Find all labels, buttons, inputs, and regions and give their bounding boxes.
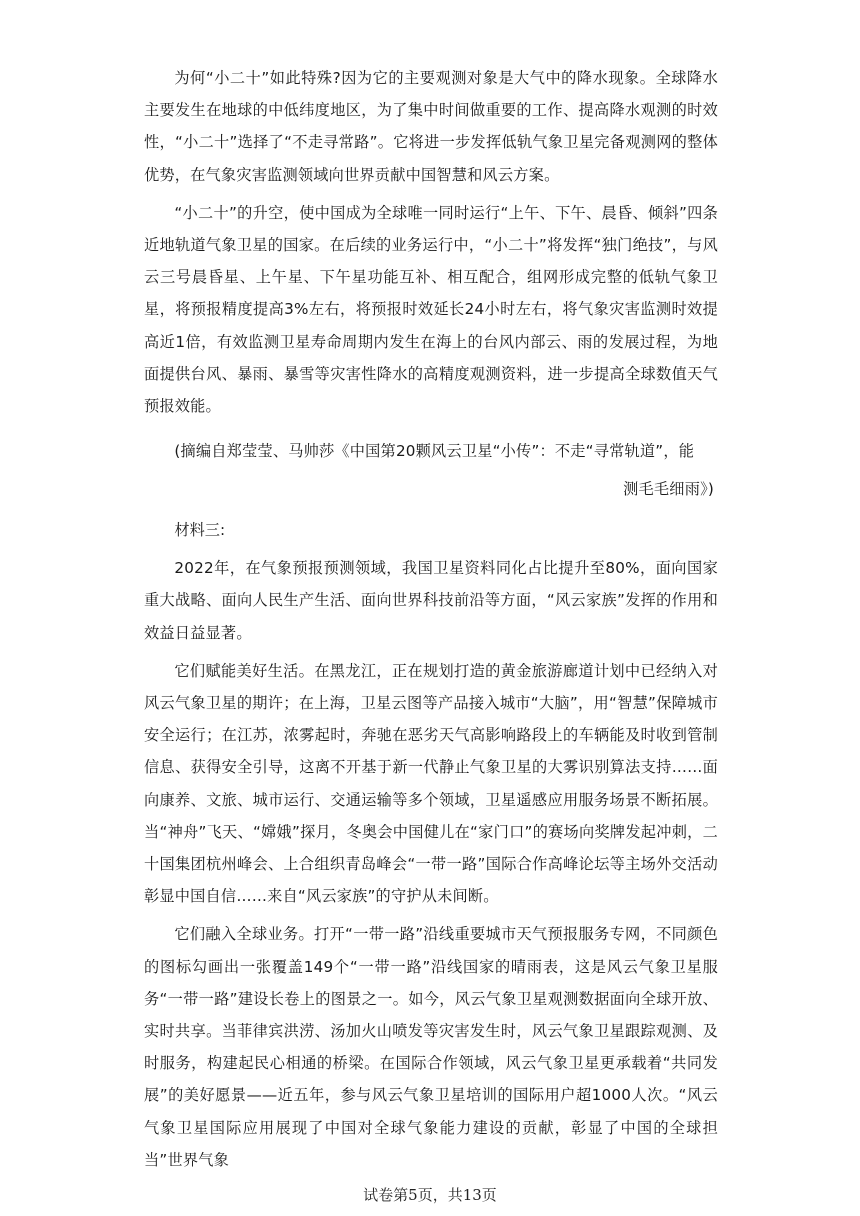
page-number-footer: 试卷第5页，共13页 (363, 1186, 497, 1204)
paragraph-5: 它们融入全球业务。打开“一带一路”沿线重要城市天气预报服务专网，不同颜色的图标勾画出一张覆盖149个“一带一路”沿线国家的晴雨表，这是风云气象卫星服务“一带一路”建设长卷上的图景之一。如今，风云气象卫星观测数据面向全球开放、实时共享。当菲律宾洪涝、汤加火山喷发等灾害发生时，风云气象卫星跟踪观测、及时服务，构建起民心相通的桥梁。在国际合作领域，风云气象卫星更承载着“共同发展”的美好愿景——近五年，参与风云气象卫星培训的国际用户超1000人次。“风云气象卫星国际应用展现了中国对全球气象能力建设的贡献，彰显了中国的全球担当”世界气象 (144, 925, 718, 1169)
article-body (144, 62, 718, 1176)
paragraph-4: 它们赋能美好生活。在黑龙江，正在规划打造的黄金旅游廊道计划中已经纳入对风云气象卫星的期许；在上海，卫星云图等产品接入城市“大脑”，用“智慧”保障城市安全运行；在江苏，浓雾起时，奔驰在恶劣天气高影响路段上的车辆能及时收到管制信息、获得安全引导，这离不开基于新一代静止气象卫星的大雾识别算法支持……面向康养、文旅、城市运行、交通运输等多个领域，卫星遥感应用服务场景不断拓展。当“神舟”飞天、“嫦娥”探月，冬奥会中国健儿在“家门口”的赛场向奖牌发起冲刺，二十国集团杭州峰会、上合组织青岛峰会“一带一路”国际合作高峰论坛等主场外交活动彰显中国自信……来自“风云家族”的守护从未间断。 (144, 661, 718, 906)
material-3-heading: 材料三: (174, 521, 226, 540)
source-caption-line-2: 测毛毛细雨》) (623, 480, 714, 499)
paragraph-1: 为何“小二十”如此特殊?因为它的主要观测对象是大气中的降水现象。全球降水主要发生在地球的中低纬度地区，为了集中时间做重要的工作、提高降水观测的时效性，“小二十”选择了“不走寻常路”。它将进一步发挥低轨气象卫星完备观测网的整体优势，在气象灾害监测领域向世界贡献中国智慧和风云方案。 (144, 69, 718, 184)
source-caption-line-1: (摘编自郑莹莹、马帅莎《中国第20颗风云卫星“小传”：不走“寻常轨道”，能 (174, 442, 695, 461)
paragraph-2: “小二十”的升空，使中国成为全球唯一同时运行“上午、下午、晨昏、倾斜”四条近地轨道气象卫星的国家。在后续的业务运行中，“小二十”将发挥“独门绝技”，与风云三号晨昏星、上午星、下午星功能互补、相互配合，组网形成完整的低轨气象卫星，将预报精度提高3%左右，将预报时效延长24小时左右，将气象灾害监测时效提高近1倍，有效监测卫星寿命周期内发生在海上的台风内部云、雨的发展过程，为地面提供台风、暴雨、暴雪等灾害性降水的高精度观测资料，进一步提高全球数值天气预报效能。 (144, 203, 718, 416)
source-caption (144, 432, 718, 508)
paragraph-3: 2022年，在气象预报预测领域，我国卫星资料同化占比提升至80%，面向国家重大战略、面向人民生产生活、面向世界科技前沿等方面，“风云家族”发挥的作用和效益日益显著。 (144, 559, 718, 642)
